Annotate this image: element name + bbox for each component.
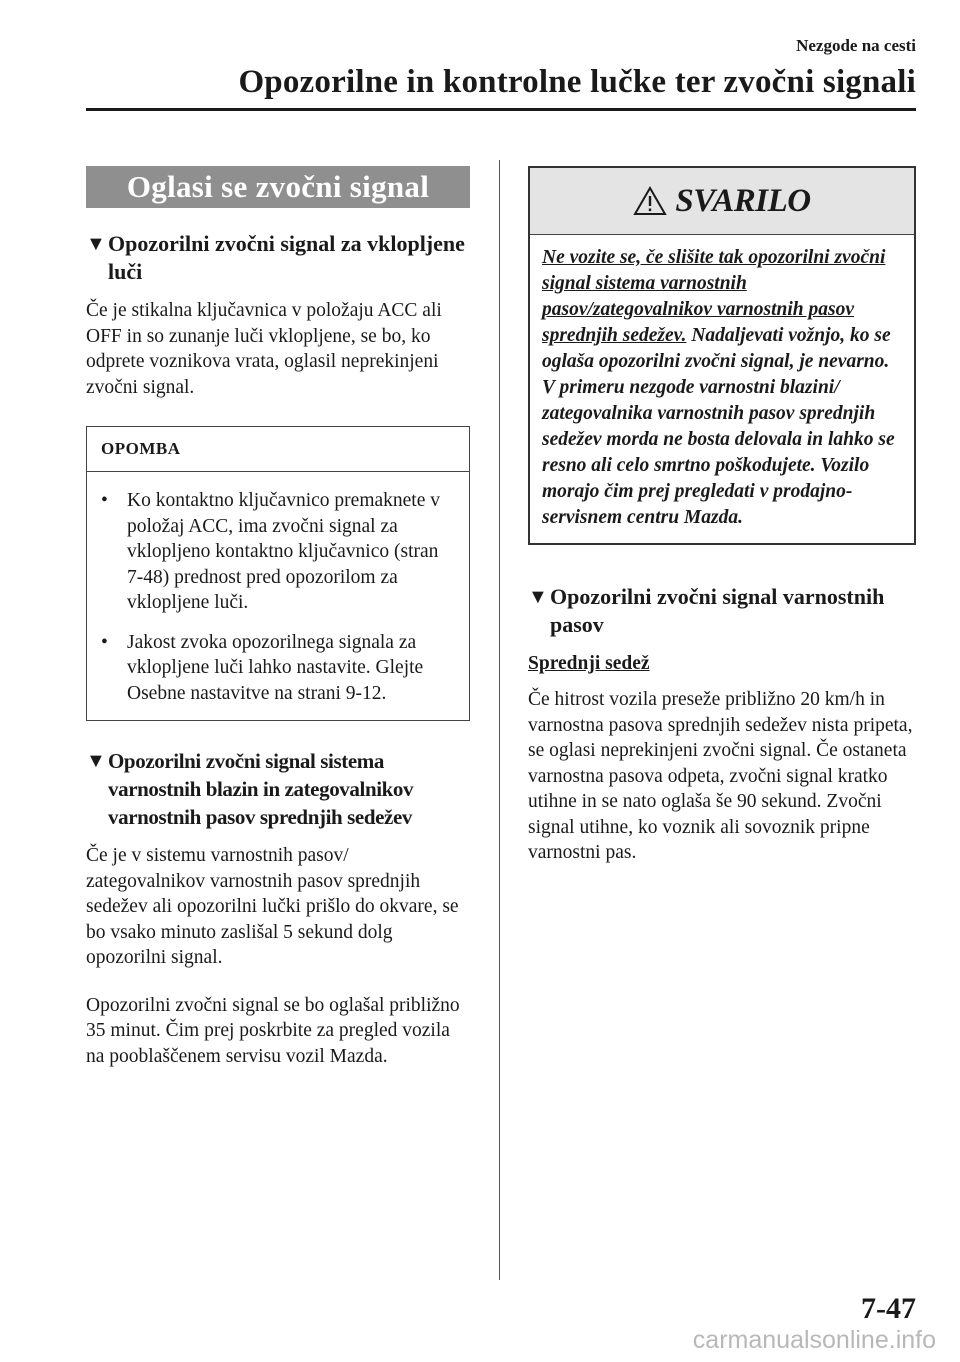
page-title: Opozorilne in kontrolne lučke ter zvočni signali — [238, 64, 916, 100]
left-column — [86, 166, 470, 1069]
warning-header — [530, 168, 914, 235]
note-item-text: Jakost zvoka opozorilnega signala za vklopljene luči lahko nastavite. Glejte Osebne nastavitve na strani 9-12. — [127, 631, 424, 704]
watermark: carmanualsonline.info — [692, 1326, 936, 1354]
page-number: 7-47 — [861, 1292, 916, 1325]
chapter-label: Nezgode na cesti — [796, 36, 916, 55]
bullet-icon: • — [101, 490, 108, 511]
belts-heading-text: Opozorilni zvočni signal varnostnih pasov — [550, 584, 885, 637]
triangle-bullet-icon: ▼ — [528, 586, 548, 608]
lights-heading — [86, 230, 470, 286]
lights-paragraph: Če je stikalna ključavnica v položaju ACC ali OFF in so zunanje luči vklopljene, se bo, ko odprete voznikova vrata, oglasil neprekinjeni zvočni signal. — [86, 300, 442, 398]
bullet-icon: • — [101, 631, 108, 653]
airbag-paragraph-2: Opozorilni zvočni signal se bo oglašal približno 35 minut. Čim prej poskrbite za pregled vozila na pooblaščenem servisu vozil Mazda. — [86, 994, 460, 1067]
warning-body — [530, 235, 914, 543]
airbag-heading-text: Opozorilni zvočni signal sistema varnostnih blazin in zategovalnikov varnostnih pasov sprednjih sedežev — [108, 749, 414, 829]
column-divider — [499, 160, 500, 1280]
note-item — [101, 488, 455, 616]
triangle-bullet-icon: ▼ — [86, 233, 106, 255]
note-box — [86, 426, 470, 721]
warning-underlined-text: Ne vozite se, če slišite tak opozorilni zvočni signal sistema varnostnih pasov/zategovalnikov varnostnih pasov sprednjih sedežev. — [542, 247, 886, 346]
header-rule — [86, 108, 916, 111]
warning-box — [528, 166, 916, 545]
front-seat-label: Sprednji sedež — [528, 653, 650, 674]
note-list — [87, 472, 469, 720]
right-column — [528, 166, 916, 866]
warning-title: SVARILO — [675, 182, 811, 219]
airbag-paragraph-1: Če je v sistemu varnostnih pasov/ zategovalnikov varnostnih pasov sprednjih sedežev ali opozorilni lučki prišlo do okvare, se bo vsako minuto zaslišal 5 sekund dolg opozorilni signal. — [86, 845, 459, 968]
airbag-heading — [86, 747, 470, 831]
note-item — [101, 630, 455, 707]
triangle-bullet-icon: ▼ — [86, 750, 106, 772]
warning-triangle-icon — [633, 186, 667, 216]
belts-heading — [528, 583, 916, 639]
section-banner: Oglasi se zvočni signal — [86, 166, 470, 208]
lights-heading-text: Opozorilni zvočni signal za vklopljene luči — [108, 231, 465, 284]
note-title: OPOMBA — [87, 427, 469, 472]
note-item-text: Ko kontaktno ključavnico premaknete v položaj ACC, ima zvočni signal za vklopljeno kontaktno ključavnico (stran 7-48) prednost pred opozorilom za vklopljene luči. — [127, 490, 440, 613]
warning-text: Nadaljevati vožnjo, ko se oglaša opozorilni zvočni signal, je nevarno. V primeru nezgode varnostni blazini/ zategovalnika varnostnih pasov sprednjih sedežev morda ne bosta delovala in lahko se resno ali celo smrtno poškodujete. Vozilo morajo čim prej pregledati v prodajno-servisnem centru Mazda. — [542, 325, 895, 528]
belts-paragraph: Če hitrost vozila preseže približno 20 km/h in varnostna pasova sprednjih sedežev nista pripeta, se oglasi neprekinjeni zvočni signal. Če ostaneta varnostna pasova odpeta, zvočni signal kratko utihne in se nato oglaša še 90 sekund. Zvočni signal utihne, ko voznik ali sovoznik pripne varnostni pas. — [528, 689, 913, 863]
